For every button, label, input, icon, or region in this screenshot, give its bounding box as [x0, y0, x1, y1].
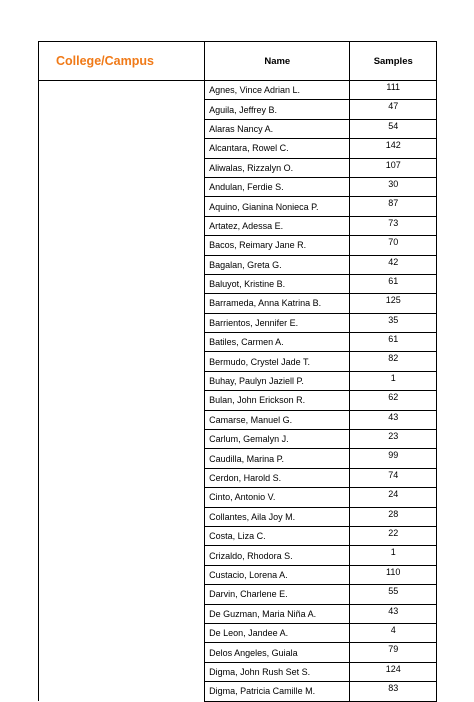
name-cell: Carlum, Gemalyn J.: [205, 430, 350, 449]
samples-cell: 74: [350, 468, 437, 487]
name-cell: De Guzman, Maria Niña A.: [205, 604, 350, 623]
name-cell: Bulan, John Erickson R.: [205, 391, 350, 410]
samples-cell: 28: [350, 507, 437, 526]
samples-cell: 54: [350, 119, 437, 138]
name-cell: Cerdon, Harold S.: [205, 468, 350, 487]
name-cell: Digma, Patricia Camille M.: [205, 682, 350, 701]
name-cell: Crizaldo, Rhodora S.: [205, 546, 350, 565]
samples-cell: 111: [350, 81, 437, 100]
table-body: [39, 81, 437, 702]
name-cell: Aquino, Gianina Nonieca P.: [205, 197, 350, 216]
samples-cell: 43: [350, 604, 437, 623]
samples-cell: 43: [350, 410, 437, 429]
samples-cell: 23: [350, 430, 437, 449]
samples-cell: 4: [350, 623, 437, 642]
samples-cell: 125: [350, 294, 437, 313]
college-campus-header: College/Campus: [39, 42, 205, 81]
samples-cell: 87: [350, 197, 437, 216]
samples-cell: 42: [350, 255, 437, 274]
samples-cell: 99: [350, 449, 437, 468]
name-cell: Alcantara, Rowel C.: [205, 139, 350, 158]
name-cell: Darvin, Charlene E.: [205, 585, 350, 604]
name-cell: Barrameda, Anna Katrina B.: [205, 294, 350, 313]
name-cell: Artatez, Adessa E.: [205, 216, 350, 235]
name-cell: Bagalan, Greta G.: [205, 255, 350, 274]
samples-cell: 1: [350, 546, 437, 565]
spreadsheet: [38, 41, 437, 697]
name-cell: Costa, Liza C.: [205, 526, 350, 545]
name-cell: Bacos, Reimary Jane R.: [205, 236, 350, 255]
table-row: [39, 81, 437, 100]
name-cell: Camarse, Manuel G.: [205, 410, 350, 429]
name-cell: Aguila, Jeffrey B.: [205, 100, 350, 119]
name-cell: Collantes, Aila Joy M.: [205, 507, 350, 526]
name-cell: Baluyot, Kristine B.: [205, 274, 350, 293]
name-cell: Andulan, Ferdie S.: [205, 177, 350, 196]
samples-cell: 24: [350, 488, 437, 507]
name-cell: Caudilla, Marina P.: [205, 449, 350, 468]
samples-cell: 47: [350, 100, 437, 119]
name-cell: Delos Angeles, Guiala: [205, 643, 350, 662]
name-header: Name: [205, 42, 350, 81]
samples-cell: 30: [350, 177, 437, 196]
name-cell: Bermudo, Crystel Jade T.: [205, 352, 350, 371]
name-cell: Agnes, Vince Adrian L.: [205, 81, 350, 100]
name-cell: Aliwalas, Rizzalyn O.: [205, 158, 350, 177]
samples-cell: 61: [350, 333, 437, 352]
samples-cell: 82: [350, 352, 437, 371]
name-cell: De Leon, Jandee A.: [205, 623, 350, 642]
samples-cell: 1: [350, 371, 437, 390]
samples-cell: 142: [350, 139, 437, 158]
samples-cell: 107: [350, 158, 437, 177]
name-cell: Cinto, Antonio V.: [205, 488, 350, 507]
samples-header: Samples: [350, 42, 437, 81]
name-cell: Custacio, Lorena A.: [205, 565, 350, 584]
samples-cell: 35: [350, 313, 437, 332]
samples-cell: 55: [350, 585, 437, 604]
samples-cell: 61: [350, 274, 437, 293]
samples-cell: 62: [350, 391, 437, 410]
samples-cell: 110: [350, 565, 437, 584]
name-cell: Digma, John Rush Set S.: [205, 662, 350, 681]
samples-cell: 124: [350, 662, 437, 681]
college-campus-cell: [39, 81, 205, 702]
samples-cell: 70: [350, 236, 437, 255]
name-cell: Alaras Nancy A.: [205, 119, 350, 138]
samples-cell: 83: [350, 682, 437, 701]
samples-cell: 22: [350, 526, 437, 545]
name-cell: Barrientos, Jennifer E.: [205, 313, 350, 332]
name-cell: Buhay, Paulyn Jaziell P.: [205, 371, 350, 390]
samples-cell: 79: [350, 643, 437, 662]
name-cell: Batiles, Carmen A.: [205, 333, 350, 352]
samples-table: [38, 41, 437, 702]
samples-cell: 73: [350, 216, 437, 235]
header-row: [39, 42, 437, 81]
